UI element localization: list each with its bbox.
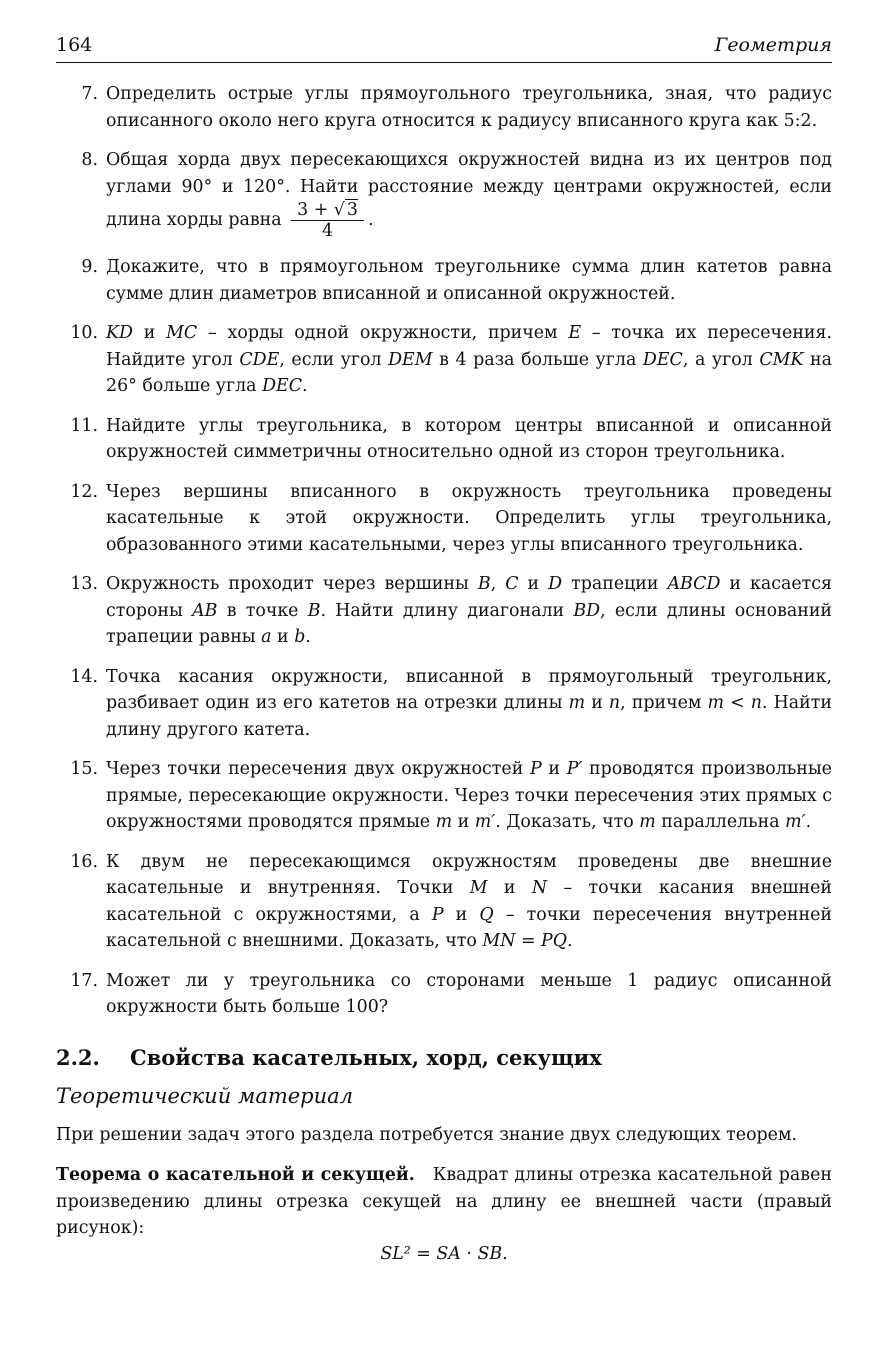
problem-item [56,664,832,744]
math-expression: DEM [388,349,433,370]
math-expression: CMK [759,349,804,370]
problem-list [56,81,832,1021]
page-header [56,34,832,63]
problem-number: 11. [70,415,98,436]
running-title: Геометрия [714,34,832,56]
problem-number: 12. [70,481,98,502]
problem-text: Общая хорда двух пересекающихся окружностей видна из их центров под углами 90° и 120°. Найти расстояние между центрами окружностей, если длина хорды равна $\frac{3 + √ 3}{4}$ . [106,150,832,242]
math-expression: m [435,812,453,833]
math-expression: N [531,878,548,899]
problem-number: 13. [70,574,98,595]
problem-text: Через точки пересечения двух окружностей P и P′ проводятся произвольные прямые, пересекающие окружности. Через точки пересечения этих прямых с окружностями проводятся прямые m и m′. Доказать, что m параллельна m′. [106,759,832,833]
math-expression: ABCD [667,574,721,595]
problem-item [56,756,832,836]
page-number: 164 [56,34,93,56]
theorem-title: Теорема о касательной и секущей. [56,1165,415,1186]
math-expression: m′ [474,812,496,833]
math-expression: m < n [707,693,762,714]
section-heading [56,1045,832,1070]
math-expression: C [505,574,519,595]
math-expression: D [548,574,563,595]
math-expression: Q [479,904,494,925]
page [56,34,832,1264]
math-expression: P [431,904,444,925]
fraction-numerator: 3 + √ 3 [291,200,364,221]
fraction [291,200,364,241]
math-expression: b [294,627,306,648]
math-expression: MC [166,323,198,344]
math-expression: m [639,812,656,833]
problem-item [56,147,832,241]
math-expression: P′ [566,759,583,780]
problem-number: 14. [70,666,98,687]
problem-number: 8. [81,150,98,170]
intro-paragraph: При решении задач этого раздела потребуется знание двух следующих теорем. [56,1124,798,1145]
math-expression: DEC [262,376,303,397]
math-expression: B [477,574,491,595]
problem-text: Точка касания окружности, вписанной в прямоугольный треугольник, разбивает один из его катетов на отрезки длины m и n, причем m < n. Найти длину другого катета. [106,666,832,740]
section-number: 2.2. [56,1044,100,1070]
section-title: Свойства касательных, хорд, секущих [130,1044,602,1070]
problem-text: KD и MC – хорды одной окружности, причем E – точка их пересечения. Найдите угол CDE, если угол DEM в 4 раза больше угла DEC, а угол CMK на 26° больше угла DEC. [106,323,833,397]
theorem-paragraph [56,1162,832,1242]
problem-item [56,849,832,955]
problem-number: 16. [70,851,98,872]
subheading: Теоретический материал [56,1083,354,1108]
fraction-denominator: 4 [322,221,334,242]
problem-item [56,571,832,651]
problem-item [56,81,832,134]
math-expression: m′ [785,812,806,833]
problem-text: Может ли у треугольника со сторонами меньше 1 радиус описанной окружности быть больше 100? [106,970,832,1018]
problem-number: 7. [81,84,98,104]
theorem-formula: SL² = SA · SB. [380,1243,508,1264]
problem-text: К двум не пересекающимся окружностям проведены две внешние касательные и внутренняя. Точки M и N – точки касания внешней касательной с окружностями, а P и Q – точки пересечения внутренней касательной с внешними. Доказать, что MN = PQ. [106,851,832,952]
problem-number: 15. [70,759,98,780]
math-expression: n [608,693,621,714]
math-expression: KD [106,323,133,344]
math-expression: MN = PQ [482,931,568,952]
problem-item [56,320,832,400]
math-expression: P [530,759,542,780]
math-expression: E [568,323,582,344]
theorem-text: Квадрат длины отрезка касательной равен произведению длины отрезка секущей на длину ее внешней части (правый рисунок): [56,1165,832,1239]
math-expression: CDE [239,349,280,370]
math-expression: BD [573,600,601,621]
math-expression: m [568,693,586,714]
sqrt-radicand: 3 [346,200,358,220]
problem-text: Через вершины вписанного в окружность треугольника проведены касательные к этой окружности. Определить углы треугольника, образованного этими касательными, через углы вписанного треугольника. [106,481,832,555]
math-expression: DEC [642,349,683,370]
problem-item [56,968,832,1021]
math-expression: AB [192,600,218,621]
problem-text: Окружность проходит через вершины B, C и D трапеции ABCD и касается стороны AB в точке B. Найти длину диагонали BD, если длины оснований трапеции равны a и b. [106,574,832,648]
problem-text: Докажите, что в прямоугольном треугольнике сумма длин катетов равна сумме длин диаметров вписанной и описанной окружностей. [106,257,832,304]
problem-item [56,413,832,466]
problem-text: Определить острые углы прямоугольного треугольника, зная, что радиус описанного около него круга относится к радиусу вписанного круга как 5:2. [106,84,832,131]
problem-number: 10. [70,323,98,344]
math-expression: B [307,600,321,621]
problem-text: Найдите углы треугольника, в котором центры вписанной и описанной окружностей симметричны относительно одной из сторон треугольника. [106,415,832,463]
problem-item [56,254,832,307]
math-expression: a [261,627,272,648]
math-expression: M [469,878,488,899]
problem-item [56,479,832,559]
problem-number: 9. [81,257,98,278]
problem-number: 17. [70,970,98,991]
